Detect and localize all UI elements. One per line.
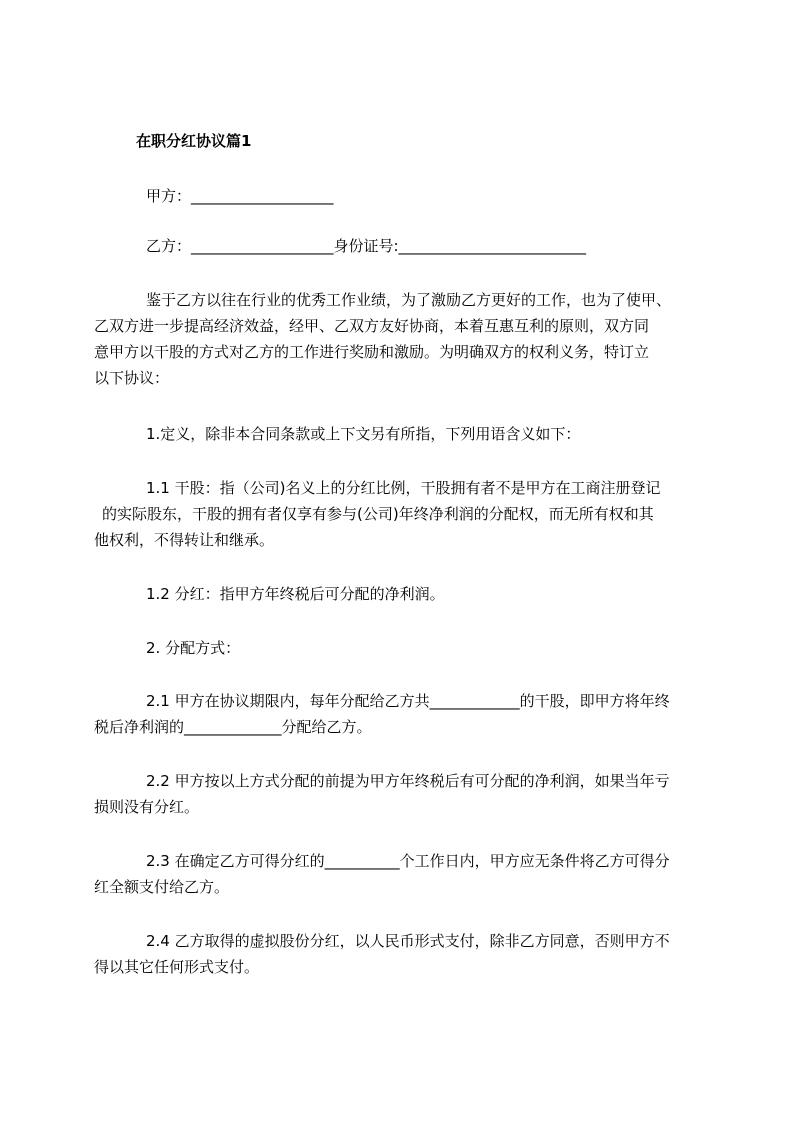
intro-line: 鉴于乙方以往在行业的优秀工作业绩，为了激励乙方更好的工作，也为了使甲、 — [146, 291, 672, 309]
clause-2-4-line: 2.4 乙方取得的虚拟股份分红，以人民币形式支付，除非乙方同意，否则甲方不 — [146, 932, 670, 950]
clause-2-4-line: 得以其它任何形式支付。 — [94, 958, 260, 976]
clause-2-1-line: 税后净利润的_____________分配给乙方。 — [94, 718, 372, 736]
clause-2-3-line: 2.3 在确定乙方可得分红的__________个工作日内，甲方应无条件将乙方可得分 — [146, 852, 670, 870]
intro-line: 以下协议： — [94, 369, 170, 387]
clause-2: 2. 分配方式： — [146, 639, 241, 657]
clause-1-2: 1.2 分红：指甲方年终税后可分配的净利润。 — [146, 585, 445, 603]
party-b-line: 乙方：___________________身份证号:_________________________ — [146, 237, 587, 255]
clause-2-2-line: 2.2 甲方按以上方式分配的前提为甲方年终税后有可分配的净利润，如果当年亏 — [146, 772, 670, 790]
clause-2-2-line: 损则没有分红。 — [94, 798, 200, 816]
clause-1: 1.定义，除非本合同条款或上下文另有所指，下列用语含义如下： — [146, 425, 581, 443]
clause-1-1-line: 他权利，不得转让和继承。 — [94, 531, 275, 549]
intro-line: 意甲方以干股的方式对乙方的工作进行奖励和激励。为明确双方的权利义务，特订立 — [94, 343, 650, 361]
intro-line: 乙双方进一步提高经济效益，经甲、乙双方友好协商，本着互惠互利的原则，双方同 — [94, 317, 650, 335]
clause-1-1-line: 的实际股东，干股的拥有者仅享有参与(公司)年终净利润的分配权，而无所有权和其 — [102, 505, 654, 523]
clause-2-3-line: 红全额支付给乙方。 — [94, 878, 230, 896]
clause-1-1-line: 1.1 干股：指（公司)名义上的分红比例，干股拥有者不是甲方在工商注册登记 — [146, 479, 661, 497]
party-a-line: 甲方：___________________ — [146, 187, 334, 205]
document-title: 在职分红协议篇1 — [136, 132, 252, 150]
clause-2-1-line: 2.1 甲方在协议期限内，每年分配给乙方共____________的干股，即甲方将年终 — [146, 692, 670, 710]
